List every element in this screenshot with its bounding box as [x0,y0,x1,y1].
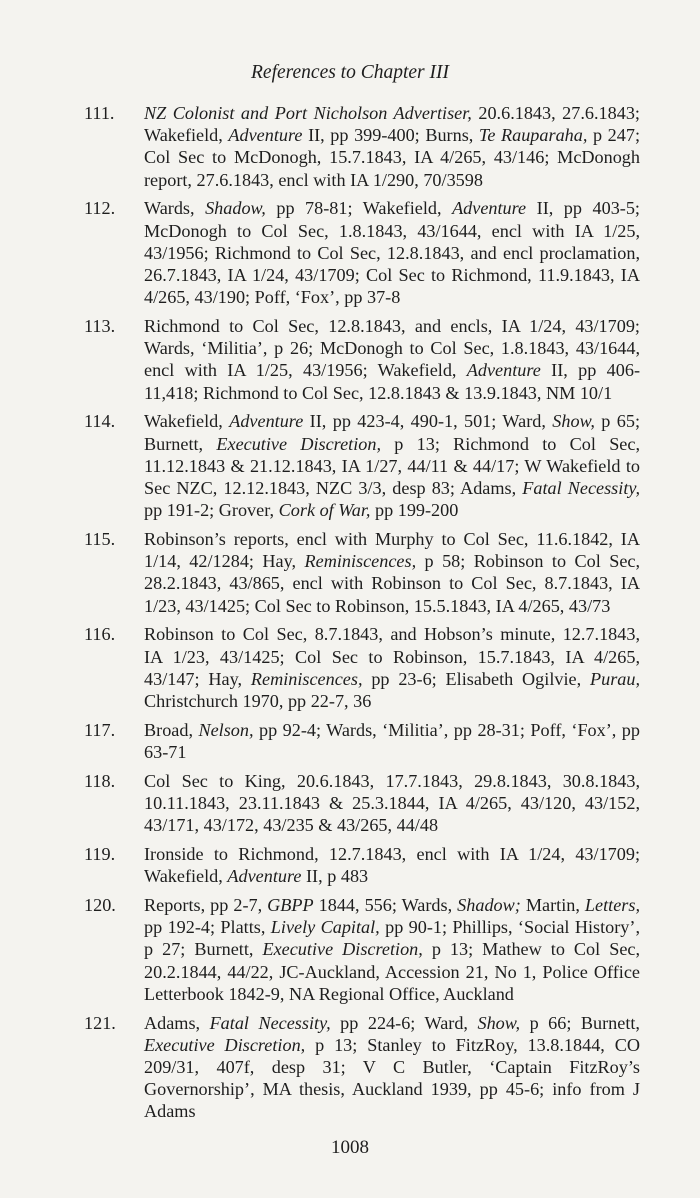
reference-title: Adventure [227,866,302,887]
reference-title: Purau, [589,668,640,689]
reference-number: 115. [84,529,116,550]
reference-entry [84,197,640,308]
reference-number: 119. [84,844,116,865]
reference-segment: pp 224-6; Ward, [330,1012,478,1033]
reference-title: Cork of War, [278,500,371,521]
reference-number: 120. [84,895,116,916]
reference-segment: pp 191-2; Grover, [144,500,279,521]
reference-title: Reminiscences, [250,668,363,689]
reference-text [144,719,640,763]
reference-segment: p 247; Col Sec to McDonogh, 15.7.1843, IA 4/265, 43/146; McDonogh report, 27.6.1843, encl with IA 1/290, 70/3598 [144,125,640,190]
page-number: 1008 [331,1137,369,1158]
reference-title: Shadow, [205,198,266,219]
reference-segment: pp 192-4; Platts, [144,917,271,938]
reference-segment: Broad, [144,719,199,740]
reference-segment: II, pp 399-400; Burns, [302,125,479,146]
reference-segment: II, pp 423-4, 490-1, 501; Ward, [303,411,553,432]
reference-text [144,315,640,404]
reference-number: 113. [84,316,116,337]
reference-segment: pp 90-1; Phillips, ‘Social History’, p 27; Burnett, [144,917,640,960]
reference-entry [84,843,640,887]
reference-number: 121. [84,1012,116,1033]
reference-title: Lively Capital, [270,917,380,938]
reference-title: Reminiscences, [304,551,417,572]
reference-title: Adventure [228,125,303,146]
reference-segment: pp 78-81; Wakefield, [265,198,453,219]
reference-title: Executive Discretion, [262,939,423,960]
reference-title: Letters, [584,895,640,916]
reference-entry [84,719,640,763]
reference-segment: Robinson to Col Sec, 8.7.1843, and Hobson’s minute, 12.7.1843, IA 1/23, 43/1425; Col Sec to Robinson, 15.7.1843, IA 4/265, 43/147; Hay, [144,624,640,689]
reference-title: Te Rauparaha, [478,125,588,146]
reference-segment: II, p 483 [301,866,369,887]
reference-number: 118. [84,770,116,791]
reference-text [144,894,640,1005]
reference-entry [84,102,640,191]
reference-segment: p 13; Richmond to Col Sec, 11.12.1843 & 21.12.1843, IA 1/27, 44/11 & 44/17; W Wakefield to Sec NZC, 12.12.1843, NZC 3/3, desp 83; Adams, [144,433,640,499]
reference-title: Executive Discretion, [144,1034,306,1055]
reference-text [144,623,640,712]
reference-segment: pp 23-6; Elisabeth Ogilvie, [362,668,590,689]
reference-title: Adventure [452,198,527,219]
running-header: References to Chapter III [251,62,449,83]
reference-text [144,102,640,191]
reference-title: Fatal Necessity, [209,1012,331,1033]
reference-number: 114. [84,411,116,432]
reference-segment: Col Sec to King, 20.6.1843, 17.7.1843, 29.8.1843, 30.8.1843, 10.11.1843, 23.11.1843 & 25.3.1844, IA 4/265, 43/120, 43/152, 43/171, 43/172, 43/235 & 43/265, 44/48 [144,770,640,836]
reference-text [144,770,640,837]
reference-entry [84,623,640,712]
reference-title: NZ Colonist and Port Nicholson Advertiser, [144,103,472,123]
reference-number: 116. [84,624,116,645]
reference-text [144,843,640,887]
reference-segment: II, pp 403-5; McDonogh to Col Sec, 1.8.1843, 43/1644, encl with IA 1/25, 43/1956; Richmond to Col Sec, 12.8.1843, and encl proclamation, 26.7.1843, IA 1/24, 43/1709; Col Sec to Richmond, 11.9.1843, IA 4/265, 43/190; Poff, ‘Fox’, pp 37-8 [144,198,640,308]
reference-title: Executive Discretion, [216,433,381,454]
reference-number: 117. [84,719,116,740]
reference-segment: p 13; Mathew to Col Sec, 20.2.1844, 44/22, JC-Auckland, Accession 21, No 1, Police Office Letterbook 1842-9, NA Regional Office, Auckland [144,939,641,1004]
reference-title: Show, [477,1012,521,1033]
reference-number: 111. [84,103,115,123]
reference-segment: Martin, [520,895,585,916]
reference-text [144,528,640,617]
reference-segment: Richmond to Col Sec, 12.8.1843, and encls, IA 1/24, 43/1709; Wards, ‘Militia’, p 26; McDonogh to Col Sec, 1.8.1843, 43/1644, encl with IA 1/25, 43/1956; Wakefield, [144,316,640,381]
reference-segment: Wards, [144,198,206,219]
reference-segment: 1844, 556; Wards, [313,895,458,916]
reference-segment: p 13; Stanley to FitzRoy, 13.8.1844, CO 209/31, 407f, desp 31; V C Butler, ‘Captain FitzRoy’s Governorship’, MA thesis, Auckland 1939, pp 45-6; info from J Adams [144,1034,640,1122]
reference-list [84,102,640,1129]
reference-text [144,197,640,308]
reference-segment: Wakefield, [144,411,230,432]
reference-title: Nelson, [198,719,254,740]
reference-segment: p 66; Burnett, [520,1012,640,1033]
reference-segment: Robinson’s reports, encl with Murphy to Col Sec, 11.6.1842, IA 1/14, 42/1284; Hay, [144,529,640,572]
reference-entry [84,315,640,404]
reference-segment: p 65; Burnett, [144,411,640,454]
reference-title: Adventure [229,411,304,432]
reference-title: GBPP [267,895,314,916]
reference-title: Adventure [466,360,541,381]
reference-text [144,410,640,521]
reference-segment: II, pp 406-11,418; Richmond to Col Sec, 12.8.1843 & 13.9.1843, NM 10/1 [144,360,641,403]
reference-segment: p 58; Robinson to Col Sec, 28.2.1843, 43/865, encl with Robinson to Col Sec, 8.7.1843, IA 1/23, 43/1425; Col Sec to Robinson, 15.5.1843, IA 4/265, 43/73 [144,551,641,616]
reference-entry [84,410,640,521]
reference-entry [84,1012,640,1123]
reference-segment: Ironside to Richmond, 12.7.1843, encl with IA 1/24, 43/1709; Wakefield, [144,844,640,887]
reference-entry [84,770,640,837]
reference-entry [84,528,640,617]
reference-segment: Adams, [144,1012,210,1033]
reference-segment: pp 199-200 [370,500,459,521]
reference-segment: Reports, pp 2-7, [144,895,268,916]
reference-segment: 20.6.1843, 27.6.1843; Wakefield, [144,103,640,146]
reference-title: Fatal Necessity, [522,478,640,499]
reference-segment: Christchurch 1970, pp 22-7, 36 [144,691,372,712]
reference-text [144,1012,640,1123]
reference-number: 112. [84,198,116,219]
reference-title: Show, [552,411,595,432]
reference-entry [84,894,640,1005]
reference-title: Shadow; [457,895,521,916]
reference-segment: pp 92-4; Wards, ‘Militia’, pp 28-31; Poff, ‘Fox’, pp 63-71 [144,719,640,763]
